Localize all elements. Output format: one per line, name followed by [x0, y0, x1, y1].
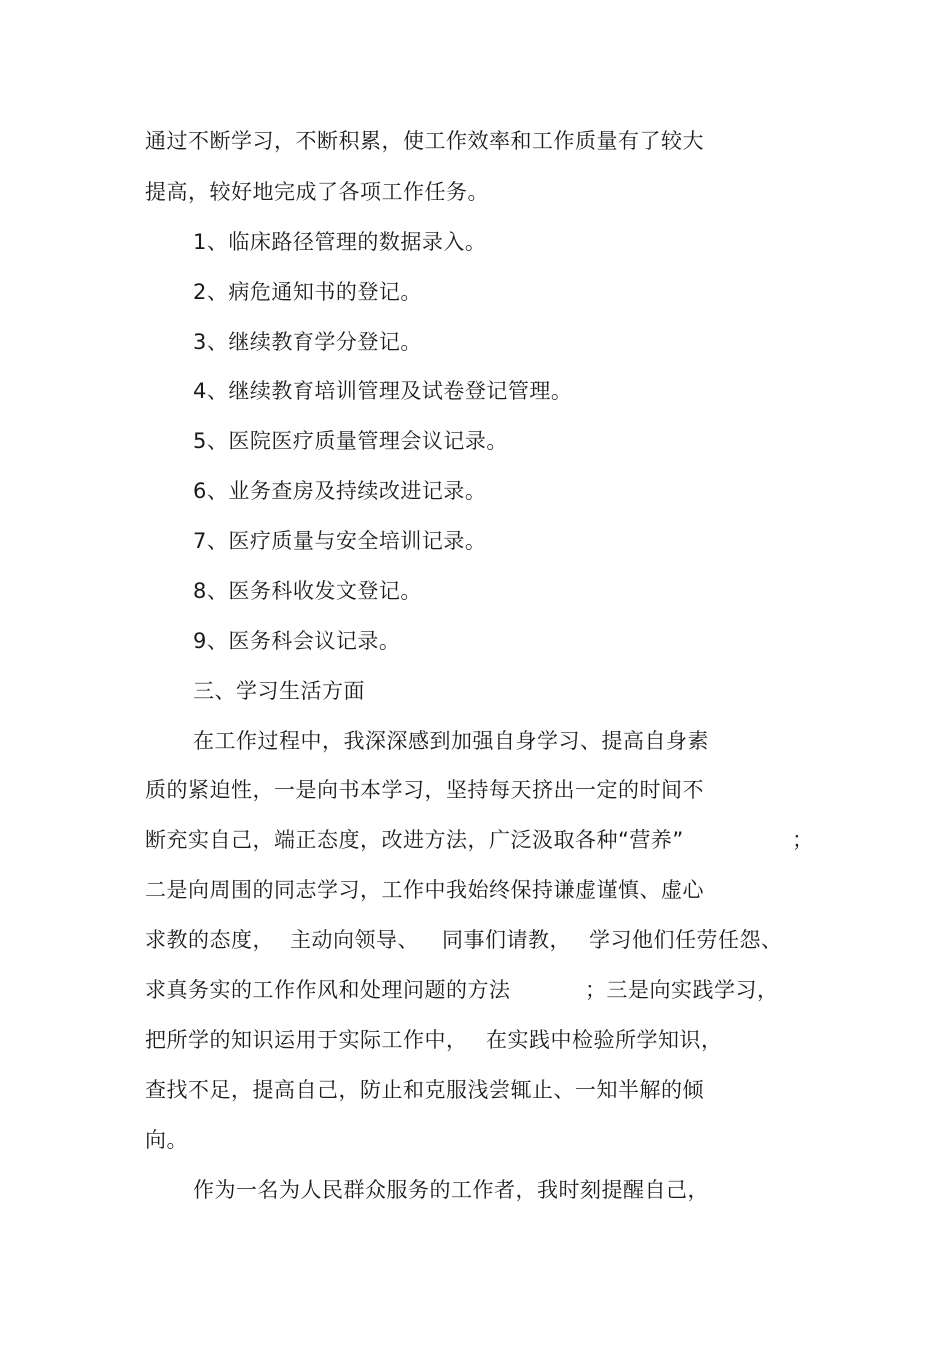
paragraph-line: 查找不足，提高自己，防止和克服浅尝辄止、一知半解的倾 [145, 1078, 704, 1102]
paragraph-line: 提高，较好地完成了各项工作任务。 [145, 180, 489, 204]
list-item: 4、继续教育培训管理及试卷登记管理。 [193, 379, 573, 403]
paragraph-line: 断充实自己，端正态度，改进方法，广泛汲取各种“营养” [145, 828, 684, 852]
paragraph-fragment: ； [792, 828, 814, 852]
list-item: 9、医务科会议记录。 [193, 629, 401, 653]
paragraph-fragment: 在实践中检验所学知识， [486, 1028, 723, 1052]
paragraph-line: 在工作过程中，我深深感到加强自身学习、提高自身素 [193, 729, 709, 753]
paragraph-line: 通过不断学习，不断积累，使工作效率和工作质量有了较大 [145, 129, 704, 153]
paragraph-fragment: 主动向领导、 [290, 928, 419, 952]
list-item: 6、业务查房及持续改进记录。 [193, 479, 487, 503]
list-item: 3、继续教育学分登记。 [193, 330, 422, 354]
paragraph-fragment: 同事们请教， [442, 928, 571, 952]
list-item: 8、医务科收发文登记。 [193, 579, 422, 603]
list-item: 7、医疗质量与安全培训记录。 [193, 529, 487, 553]
paragraph-line: 作为一名为人民群众服务的工作者，我时刻提醒自己， [193, 1178, 709, 1202]
list-item: 2、病危通知书的登记。 [193, 280, 422, 304]
list-item: 5、医院医疗质量管理会议记录。 [193, 429, 508, 453]
section-heading: 三、学习生活方面 [193, 679, 365, 703]
paragraph-fragment: ；三是向实践学习， [585, 978, 779, 1002]
paragraph-fragment: 求教的态度， [145, 928, 274, 952]
paragraph-line: 二是向周围的同志学习，工作中我始终保持谦虚谨慎、虚心 [145, 878, 704, 902]
paragraph-fragment: 求真务实的工作作风和处理问题的方法 [145, 978, 511, 1002]
paragraph-fragment: 把所学的知识运用于实际工作中， [145, 1028, 468, 1052]
list-item: 1、临床路径管理的数据录入。 [193, 230, 487, 254]
paragraph-fragment: 学习他们任劳任怨、 [589, 928, 783, 952]
paragraph-line: 向。 [145, 1128, 188, 1152]
paragraph-line: 质的紧迫性，一是向书本学习，坚持每天挤出一定的时间不 [145, 778, 704, 802]
